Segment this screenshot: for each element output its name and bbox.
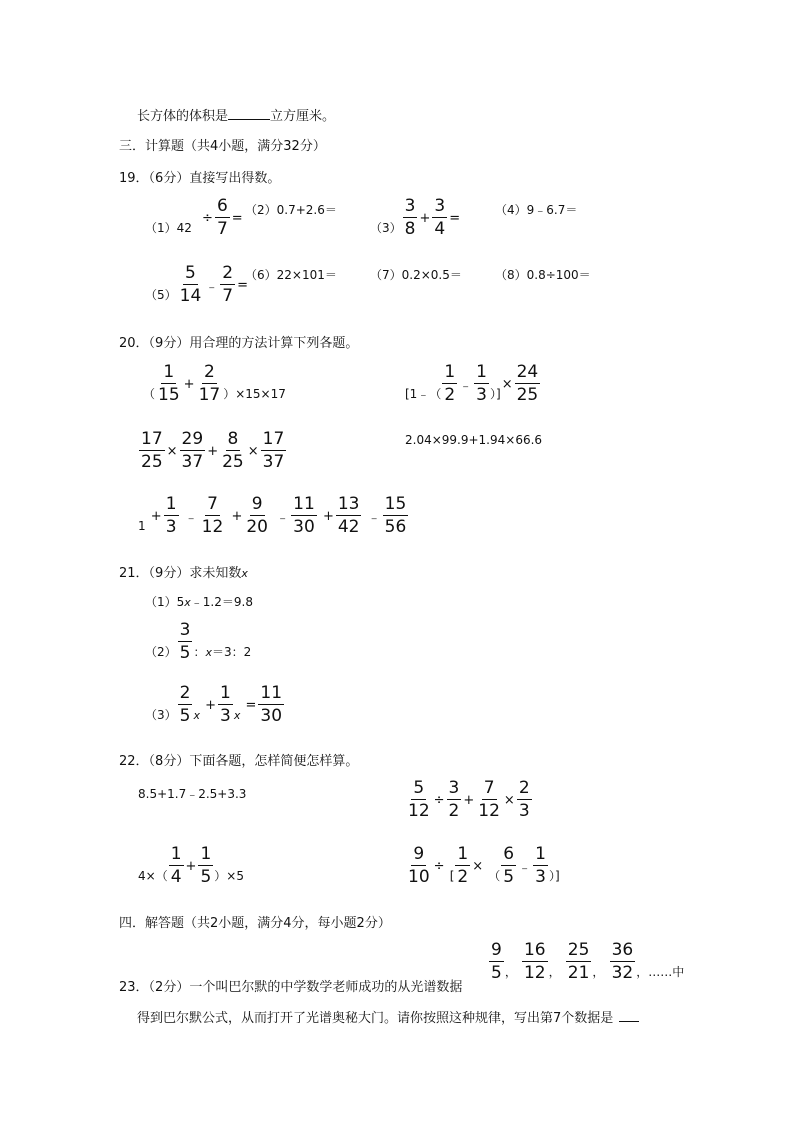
operator: = [231,210,243,226]
numerator: 1 [170,844,182,864]
operator: × [503,792,515,808]
fraction [336,496,362,536]
q20-e4: 2.04×99.9+1.94×66.6 [405,433,543,447]
fraction [432,198,447,238]
fraction [261,431,287,471]
numerator: 1 [444,362,456,382]
fraction [178,265,204,305]
operator: = [245,697,257,713]
numerator: 11 [260,683,283,703]
operator: ÷ [202,210,213,226]
q19-p6: （6）22×101＝ [245,268,337,282]
text: 21．（9分）求未知数 [119,566,242,581]
numerator: 5 [413,778,425,798]
q20-header: 20．（9分）用合理的方法计算下列各题。 [119,336,359,351]
operator: ﹣ [205,279,219,295]
numerator: 2 [518,778,530,798]
denominator: 37 [262,452,285,472]
q22-header: 22．（8分）下面各题，怎样简便怎样算。 [119,754,359,769]
numerator: 7 [207,494,218,514]
fraction [220,265,235,305]
fraction [442,364,457,404]
fraction [455,846,470,886]
top-line-prefix: 长方体的体积是 [137,109,229,124]
numerator: 17 [141,429,163,449]
denominator: 7 [216,219,228,239]
denominator: 15 [158,385,180,405]
operator: + [207,443,219,459]
text: 得到巴尔默公式，从而打开了光谱奥秘大门。请你按照这种规律，写出第7个数据是 [137,1011,614,1026]
operator: + [150,508,162,524]
fraction [215,198,230,238]
expression-text: ）] [548,868,560,883]
fraction [291,496,317,536]
numerator: 3 [179,620,191,640]
numerator: 13 [337,494,360,514]
expression-text: （1）42 [145,220,192,235]
fraction [139,431,165,471]
text: ﹣1.2＝9.8 [190,595,253,609]
numerator: 17 [262,429,285,449]
denominator: 20 [246,517,268,537]
denominator: 25 [222,452,244,472]
numerator: 5 [185,263,196,283]
denominator: 12 [408,801,430,821]
numerator: 15 [384,494,407,514]
denominator: 5 [503,867,515,887]
denominator: 14 [179,286,202,306]
fraction [178,685,193,725]
fraction [610,942,636,982]
q20-e1 [143,364,286,404]
denominator: 8 [404,219,416,239]
section4-title: 四．解答题（共2小题，满分4分，每小题2分） [119,916,391,931]
numerator: 25 [567,940,590,960]
numerator: 1 [457,844,469,864]
numerator: 1 [220,683,231,703]
numerator: 3 [434,196,446,216]
fraction [515,364,541,404]
top-line [137,105,335,124]
fraction [164,496,179,536]
q19-header: 19．（6分）直接写出得数。 [119,171,281,186]
expression-text: （ [143,386,156,401]
expression-text: ＝3：2 [212,644,252,659]
fraction [197,364,223,404]
numerator: 8 [227,429,239,449]
q20-e3 [138,431,287,471]
variable-x: x [184,596,191,609]
denominator: 3 [220,706,231,726]
operator: ﹣ [367,510,381,526]
q21-header [119,562,248,581]
expression-text: x [205,645,212,659]
q22-b [405,780,533,820]
fraction [447,780,462,820]
operator: ﹣ [518,860,532,876]
operator: = [237,277,249,293]
denominator: 4 [170,867,182,887]
q22-a: 8.5+1.7﹣2.5+3.3 [138,787,247,801]
fraction [156,364,182,404]
operator: + [183,376,195,392]
fraction [200,496,226,536]
denominator: 7 [222,286,234,306]
operator: + [231,508,243,524]
fraction [178,622,193,662]
expression-text: ）×15×17 [223,386,286,401]
denominator: 4 [434,219,446,239]
denominator: 12 [478,801,500,821]
denominator: 5 [179,706,191,726]
numerator: 7 [483,778,495,798]
denominator: 2 [448,801,460,821]
fraction [258,685,284,725]
expression-text: ）×5 [214,868,244,883]
numerator: 36 [611,940,634,960]
q21-eq3 [145,685,285,725]
numerator: 11 [293,494,315,514]
operator: ÷ [433,858,445,874]
denominator: 17 [198,385,221,405]
expression-text: （5） [145,287,177,302]
operator: = [449,210,461,226]
operator: × [472,858,484,874]
operator: ÷ [433,792,445,808]
numerator: 1 [200,844,212,864]
expression-text: ……中 [648,964,685,979]
numerator: 2 [203,362,215,382]
denominator: 3 [518,801,530,821]
q19-p4: （4）9﹣6.7＝ [495,203,578,217]
fraction [198,846,213,886]
denominator: 5 [491,963,502,983]
q22-c [138,846,244,886]
denominator: 25 [516,385,539,405]
operator: ﹣ [276,510,290,526]
denominator: 12 [201,517,224,537]
q23-line2 [137,1007,639,1026]
denominator: 37 [181,452,204,472]
q21-eq2 [145,622,251,662]
q19-p2: （2）0.7+2.6＝ [245,203,337,217]
expression-text: （3） [370,220,402,235]
numerator: 29 [181,429,204,449]
q20-e5 [138,496,409,536]
q19-p1 [145,198,244,238]
numerator: 24 [516,362,539,382]
operator: + [185,858,197,874]
expression-text: （3） [145,707,177,722]
operator: ﹣ [184,510,198,526]
numerator: 16 [523,940,546,960]
answer-blank [228,119,270,120]
expression-text: ）] [490,386,501,401]
operator: ﹣ [459,378,473,394]
q23-sequence [488,942,684,982]
operator: + [322,508,334,524]
denominator: 42 [337,517,360,537]
denominator: 3 [535,867,546,887]
fraction [566,942,592,982]
denominator: 3 [476,385,487,405]
q19-p3 [370,198,461,238]
denominator: 5 [200,867,212,887]
expression-text: 4×（ [138,868,168,883]
q19-p7: （7）0.2×0.5＝ [370,268,462,282]
fraction [501,846,516,886]
fraction [218,685,233,725]
denominator: 2 [457,867,469,887]
q21-eq1 [145,593,253,610]
fraction [244,496,270,536]
numerator: 9 [413,844,425,864]
denominator: 30 [293,517,315,537]
operator: × [501,376,513,392]
q19-p8: （8）0.8÷100＝ [495,268,591,282]
numerator: 9 [491,940,502,960]
fraction [474,364,489,404]
expression-text: ： [193,644,206,659]
top-line-suffix: 立方厘米。 [270,109,336,124]
numerator: 6 [503,844,515,864]
fraction [533,846,548,886]
denominator: 25 [141,452,163,472]
fraction [180,431,206,471]
expression-text: x [193,708,200,722]
fraction [476,780,502,820]
numerator: 6 [216,196,228,216]
operator: × [166,443,178,459]
variable-x: x [241,567,248,580]
q19-p5 [145,265,249,305]
expression-text: x [233,708,241,722]
denominator: 3 [165,517,177,537]
denominator: 56 [384,517,407,537]
q22-d [405,846,560,886]
q23-line1: 23．（2分）一个叫巴尔默的中学数学老师成功的从光谱数据 [119,980,463,995]
denominator: 32 [611,963,634,983]
denominator: 21 [567,963,590,983]
operator: + [205,697,217,713]
denominator: 30 [260,706,283,726]
fraction [489,942,504,982]
numerator: 3 [448,778,460,798]
fraction [522,942,548,982]
expression-text: [1﹣（ [405,386,442,401]
numerator: 3 [404,196,416,216]
numerator: 1 [535,844,546,864]
denominator: 10 [408,867,430,887]
operator: + [419,210,431,226]
q20-e2 [405,364,541,404]
numerator: 2 [179,683,191,703]
fraction [406,780,432,820]
fraction [517,780,532,820]
text: （1）5 [145,595,185,609]
operator: + [463,792,475,808]
denominator: 5 [179,643,191,663]
fraction [169,846,184,886]
numerator: 1 [476,362,487,382]
numerator: 2 [222,263,234,283]
fraction [406,846,432,886]
expression-text: ， [504,964,517,979]
numerator: 9 [251,494,263,514]
expression-text: （2） [145,644,177,659]
section3-title: 三．计算题（共4小题，满分32分） [119,139,326,154]
expression-text: ， [636,964,649,979]
expression-text: 1 [138,518,146,533]
expression-text: （ [488,868,501,883]
fraction [220,431,246,471]
numerator: 1 [165,494,177,514]
operator: × [247,443,259,459]
numerator: 1 [163,362,175,382]
expression-text: [ [449,868,455,883]
expression-text: ， [548,964,561,979]
denominator: 2 [444,385,456,405]
answer-blank [619,1021,639,1022]
fraction [383,496,409,536]
denominator: 12 [523,963,546,983]
expression-text: ， [592,964,605,979]
fraction [403,198,418,238]
